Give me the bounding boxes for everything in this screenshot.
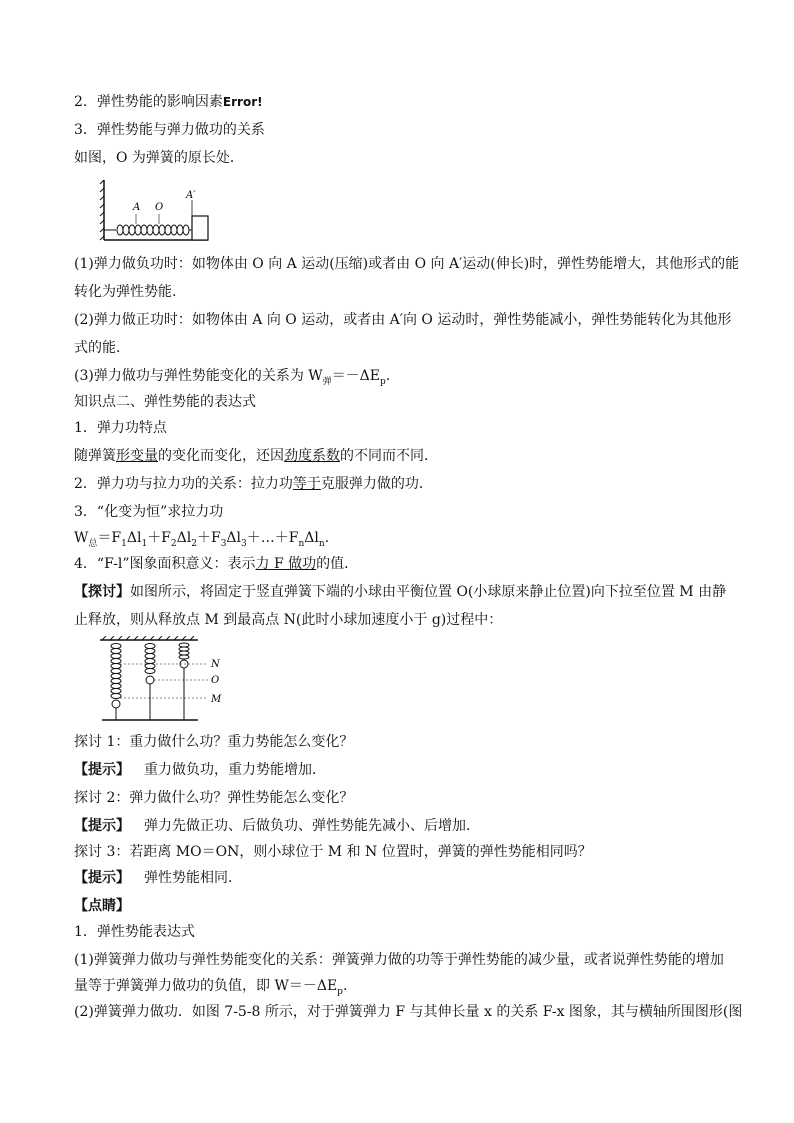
label-n: N xyxy=(211,659,220,670)
spring-long xyxy=(111,644,121,709)
explore-question-1: 探讨 1：重力做什么功？重力势能怎么变化？ xyxy=(74,734,354,750)
hint-2: 【提示】 弹力先做正功、后做负功、弹性势能先减小、后增加． xyxy=(74,818,480,834)
text-area-meaning: 4．“F-l”图象面积意义：表示力 F 做功的值． xyxy=(74,556,359,572)
text-relation-2: 量等于弹簧弹力做功的负值，即 $W=-\Delta E_p$. xyxy=(74,978,348,997)
heading-feature: 1．弹力功特点 xyxy=(74,420,167,436)
label-m: M xyxy=(211,694,222,705)
text-work-relation: (3)弹力做功与弹性势能变化的关系为 $W_弹=-\Delta E_p$. xyxy=(74,368,391,387)
label-a-prime: A′ xyxy=(186,190,196,201)
text-work-graph: (2)弹簧弹力做功．如图 7-5-8 所示，对于弹簧弹力 F 与其伸长量 x 的关系 F-x 图象，其与横轴所围图形(图 xyxy=(74,1004,743,1020)
key-points-heading: 【点睛】 xyxy=(74,898,130,914)
label-a: A xyxy=(133,202,141,213)
heading-expression: 1．弹性势能表达式 xyxy=(74,924,195,940)
text-explore-cont: 止释放，则从释放点 M 到最高点 N(此时小球加速度小于 g)过程中： xyxy=(74,612,503,628)
explore-question-2: 探讨 2：弹力做什么功？弹性势能怎么变化？ xyxy=(74,790,354,806)
explore-question-3: 探讨 3：若距离 MO＝ON，则小球位于 M 和 N 位置时，弹簧的弹性势能相同吗？ xyxy=(74,844,592,860)
line-factors xyxy=(74,92,263,112)
heading-method: 3．“化变为恒”求拉力功 xyxy=(74,504,224,520)
label-o: O xyxy=(155,202,164,213)
text: 2．弹性势能的影响因素 xyxy=(74,94,223,110)
hint-3: 【提示】 弹性势能相同． xyxy=(74,870,242,886)
text-explore: 【探讨】如图所示，将固定于竖直弹簧下端的小球由平衡位置 O(小球原来静止位置)向下拉至位置 M 由静 xyxy=(74,584,727,600)
text-negative-work: (1)弹力做负功时：如物体由 O 向 A 运动(压缩)或者由 O 向 A′运动(伸长)时，弹性势能增大，其他形式的能 xyxy=(74,256,740,272)
error-text: Error! xyxy=(222,95,263,109)
text-positive-work: (2)弹力做正功时：如物体由 A 向 O 运动，或者由 A′向 O 运动时，弹性势能减小，弹性势能转化为其他形 xyxy=(74,312,732,328)
text-positive-work-cont: 式的能． xyxy=(74,340,130,356)
text-negative-work-cont: 转化为弹性势能. xyxy=(74,284,177,300)
label-o: O xyxy=(211,675,220,686)
hint-1: 【提示】 重力做负功，重力势能增加． xyxy=(74,762,326,778)
formula-total-work: $W_总=F_1\Delta l_1+F_2\Delta l_2+F_3\Delta l_3+\dots+F_n\Delta l_n$. xyxy=(74,530,330,549)
spring-figure-horizontal xyxy=(98,176,238,246)
text-relation-1: (1)弹簧弹力做功与弹性势能变化的关系：弹簧弹力做的功等于弹性势能的减少量，或者说弹性势能的增加 xyxy=(74,952,724,968)
text-pull-work: 2．弹力功与拉力功的关系：拉力功等于克服弹力做的功． xyxy=(74,476,433,492)
heading-relation: 3．弹性势能与弹力做功的关系 xyxy=(74,122,265,138)
text-feature: 随弹簧形变量的变化而变化，还因劲度系数的不同而不同． xyxy=(74,448,438,464)
spring-figure-vertical xyxy=(98,636,228,724)
spring-coil xyxy=(117,225,189,235)
block xyxy=(192,216,208,240)
text-intro: 如图，O 为弹簧的原长处． xyxy=(74,150,244,166)
section-heading: 知识点二、弹性势能的表达式 xyxy=(74,394,256,410)
